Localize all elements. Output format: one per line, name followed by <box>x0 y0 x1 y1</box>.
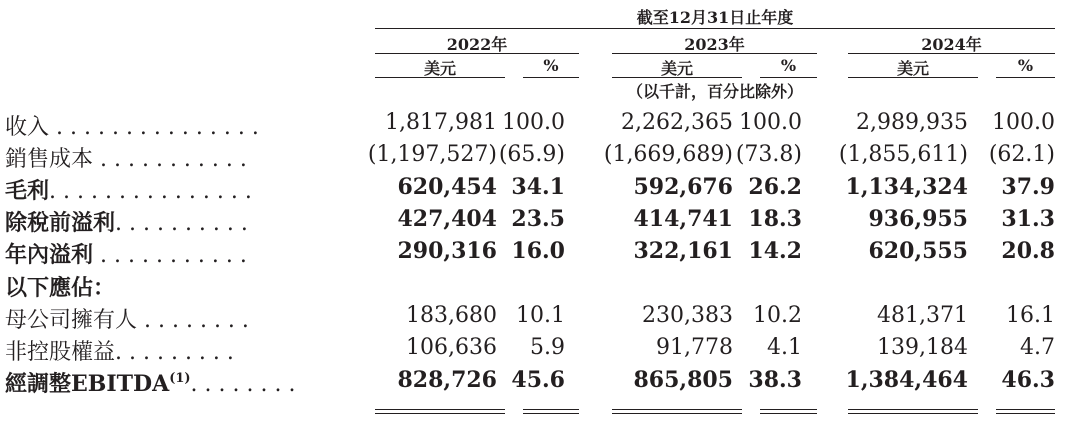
amount-cell: (1,669,689) <box>603 142 733 167</box>
amount-cell: (1,197,527) <box>367 142 497 167</box>
percent-cell: 16.1 <box>1006 303 1055 328</box>
amount-cell: 1,817,981 <box>385 110 497 135</box>
total-double-rule <box>848 409 978 414</box>
col-rule <box>760 77 817 78</box>
amount-cell: 1,134,324 <box>845 174 968 200</box>
amount-cell: 865,805 <box>633 367 733 393</box>
leader-dots: . . . . . . . . . . . <box>93 147 247 172</box>
leader-dots: . . . . . . . . . <box>115 340 234 365</box>
total-double-rule <box>612 409 742 414</box>
percent-cell: 14.2 <box>748 238 802 264</box>
col-rule <box>848 77 978 78</box>
row-label-text: 年內溢利 <box>5 242 94 268</box>
amount-cell: 936,955 <box>868 206 968 232</box>
year-rule-2024 <box>848 53 1055 54</box>
year-header-2024: 2024年 <box>921 35 982 54</box>
amount-cell: 2,262,365 <box>621 110 733 135</box>
percent-cell: 10.1 <box>516 303 565 328</box>
amount-cell: (1,855,611) <box>838 142 968 167</box>
year-rule-2022 <box>375 53 579 54</box>
pct-col-header: % <box>780 56 797 75</box>
footnote-marker: (1) <box>169 371 191 386</box>
total-double-rule <box>375 409 505 414</box>
period-header: 截至12月31日止年度 <box>636 8 794 27</box>
col-rule <box>375 77 505 78</box>
row-label <box>5 142 247 173</box>
leader-dots: . . . . . . . . . . . . . . . <box>49 115 259 140</box>
row-label-text: 母公司擁有人 <box>5 308 138 333</box>
leader-dots: . . . . . . . . . . <box>115 211 248 236</box>
row-label <box>5 206 248 237</box>
leader-dots: . . . . . . . . <box>137 308 249 333</box>
period-rule <box>375 28 1055 29</box>
percent-cell: 10.2 <box>753 303 802 328</box>
amount-cell: 427,404 <box>397 206 497 232</box>
amount-cell: 620,555 <box>868 238 968 264</box>
amount-cell: 828,726 <box>397 367 497 393</box>
percent-cell: (65.9) <box>498 142 565 167</box>
amount-cell: 620,454 <box>397 174 497 200</box>
pct-col-header: % <box>1017 56 1034 75</box>
leader-dots: . . . . . . . . . . . <box>93 243 247 268</box>
percent-cell: 4.7 <box>1020 335 1055 360</box>
row-label <box>5 110 259 141</box>
percent-cell: 18.3 <box>748 206 802 232</box>
year-header-2023: 2023年 <box>684 35 745 54</box>
amount-cell: 183,680 <box>406 303 497 328</box>
amount-cell: 106,636 <box>406 335 497 360</box>
percent-cell: 100.0 <box>992 110 1055 135</box>
percent-cell: 37.9 <box>1001 174 1055 200</box>
total-double-rule <box>523 409 579 414</box>
leader-dots: . . . . . . . . <box>190 372 296 397</box>
amount-cell: 91,778 <box>656 335 733 360</box>
row-label <box>5 335 234 366</box>
percent-cell: 38.3 <box>748 367 802 393</box>
percent-cell: 20.8 <box>1001 238 1055 264</box>
row-label <box>5 271 115 302</box>
row-label-text: 非控股權益 <box>5 340 116 365</box>
percent-cell: 16.0 <box>511 238 565 264</box>
amount-col-header: 美元 <box>423 59 456 78</box>
unit-note: （以千計，百分比除外） <box>626 82 803 101</box>
percent-cell: 5.9 <box>530 335 565 360</box>
amount-col-header: 美元 <box>896 59 929 78</box>
percent-cell: 100.0 <box>502 110 565 135</box>
amount-cell: 290,316 <box>397 238 497 264</box>
year-rule-2023 <box>612 53 817 54</box>
row-label-text: 以下應佔： <box>5 275 116 301</box>
percent-cell: 4.1 <box>767 335 802 360</box>
amount-cell: 322,161 <box>633 238 733 264</box>
row-label-text: 銷售成本 <box>5 147 94 172</box>
percent-cell: 26.2 <box>748 174 802 200</box>
amount-cell: 2,989,935 <box>856 110 968 135</box>
row-label-text: 收入 <box>5 115 50 140</box>
percent-cell: (73.8) <box>735 142 802 167</box>
year-header-2022: 2022年 <box>446 35 508 54</box>
total-double-rule <box>760 409 817 414</box>
row-label-text: 毛利 <box>5 178 50 204</box>
percent-cell: 34.1 <box>511 174 565 200</box>
row-label-text: 除稅前溢利 <box>5 210 116 236</box>
percent-cell: 31.3 <box>1001 206 1055 232</box>
percent-cell: 45.6 <box>511 367 565 393</box>
col-rule <box>612 77 742 78</box>
amount-cell: 139,184 <box>877 335 968 360</box>
amount-col-header: 美元 <box>660 59 693 78</box>
percent-cell: (62.1) <box>988 142 1055 167</box>
amount-cell: 592,676 <box>633 174 733 200</box>
total-double-rule <box>996 409 1055 414</box>
row-label-text: 經調整EBITDA <box>5 371 170 397</box>
col-rule <box>996 77 1055 78</box>
col-rule <box>523 77 579 78</box>
row-label <box>5 303 249 334</box>
pct-col-header: % <box>543 56 559 75</box>
row-label <box>5 174 252 205</box>
row-label <box>5 238 247 269</box>
amount-cell: 414,741 <box>633 206 733 232</box>
percent-cell: 46.3 <box>1001 367 1055 393</box>
percent-cell: 23.5 <box>511 206 565 232</box>
amount-cell: 230,383 <box>642 303 733 328</box>
row-label <box>5 367 295 398</box>
amount-cell: 1,384,464 <box>845 367 968 393</box>
leader-dots: . . . . . . . . . . . . . . . <box>49 179 252 204</box>
amount-cell: 481,371 <box>877 303 968 328</box>
percent-cell: 100.0 <box>739 110 802 135</box>
